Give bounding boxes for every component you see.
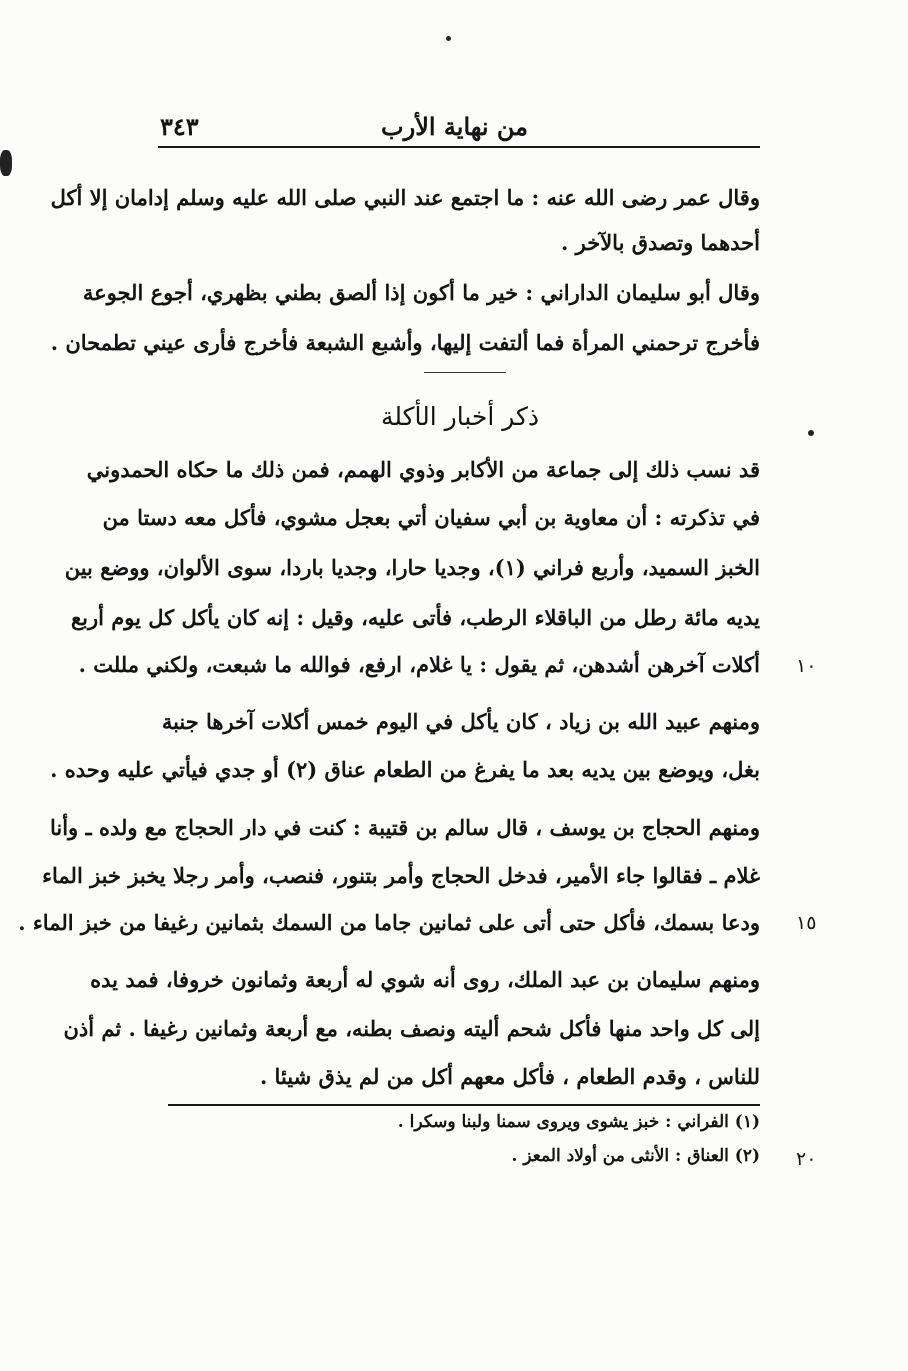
margin-line-number: ٢٠ xyxy=(796,1148,817,1170)
book-title: من نهاية الأرب xyxy=(381,112,528,141)
text-line: وقال عمر رضى الله عنه : ما اجتمع عند النبي صلى الله عليه وسلم إدامان إلا أكل xyxy=(50,185,760,210)
text-line: غلام ـ فقالوا جاء الأمير، فدخل الحجاج وأمر بتنور، فنصب، وأمر رجلا يخبز خبز الماء xyxy=(42,863,760,888)
text-line: يديه مائة رطل من الباقلاء الرطب، فأتى عليه، وقيل : إنه كان يأكل كل يوم أربع xyxy=(70,605,760,630)
running-head xyxy=(160,112,760,146)
text-line: أحدهما وتصدق بالآخر . xyxy=(561,230,760,255)
text-line: ومنهم الحجاج بن يوسف ، قال سالم بن قتيبة : كنت في دار الحجاج مع ولده ـ وأنا xyxy=(49,815,760,840)
section-heading: ذكر أخبار الأكلة xyxy=(380,402,540,431)
margin-bullet xyxy=(808,430,814,436)
text-line: فأخرج ترحمني المرأة فما ألتفت إليها، وأشبع الشبعة فأخرج فأرى عيني تطمحان . xyxy=(50,330,760,355)
text-line: ومنهم سليمان بن عبد الملك، روى أنه شوي له أربعة وثمانون خروفا، فمد يده xyxy=(90,967,760,992)
margin-line-number: ١٥ xyxy=(796,912,817,934)
text-line: بغل، ويوضع بين يديه بعد ما يفرغ من الطعام عناق (٢) أو جدي فيأتي عليه وحده . xyxy=(50,757,760,782)
footnote: (٢) العناق : الأنثى من أولاد المعز . xyxy=(511,1146,760,1166)
text-line: في تذكرته : أن معاوية بن أبي سفيان أتي بعجل مشوي، فأكل معه دستا من xyxy=(102,505,760,530)
footnote-rule xyxy=(168,1104,760,1106)
text-line: إلى كل واحد منها فأكل شحم أليته ونصف بطنه، مع أربعة وثمانين رغيفا . ثم أذن xyxy=(63,1016,760,1041)
text-line: وقال أبو سليمان الداراني : خير ما أكون إذا ألصق بطني بظهري، أجوع الجوعة xyxy=(82,280,760,305)
text-line: ومنهم عبيد الله بن زياد ، كان يأكل في اليوم خمس أكلات آخرها جنبة xyxy=(161,709,760,734)
text-line: للناس ، وقدم الطعام ، فأكل معهم أكل من لم يذق شيئا . xyxy=(259,1064,760,1089)
text-line: الخبز السميد، وأربع فراني (١)، وجديا حارا، وجديا باردا، سوى الألوان، ووضع بين xyxy=(64,555,760,580)
ink-blot xyxy=(0,150,12,176)
header-rule xyxy=(158,146,760,148)
ink-speck xyxy=(446,36,451,41)
text-line: أكلات آخرهن أشدهن، ثم يقول : يا غلام، ارفع، فوالله ما شبعت، ولكني مللت . xyxy=(78,652,760,677)
page-number: ٣٤٣ xyxy=(160,112,199,141)
text-line: ودعا بسمك، فأكل حتى أتى على ثمانين جاما من السمك بثمانين رغيفا من خبز الماء . xyxy=(18,910,760,935)
footnote: (١) الفراني : خبز يشوى ويروى سمنا ولبنا وسكرا . xyxy=(397,1112,760,1132)
text-line: قد نسب ذلك إلى جماعة من الأكابر وذوي الهمم، فمن ذلك ما حكاه الحمدوني xyxy=(86,457,760,482)
margin-line-number: ١٠ xyxy=(796,655,817,677)
separator-rule xyxy=(424,372,506,373)
